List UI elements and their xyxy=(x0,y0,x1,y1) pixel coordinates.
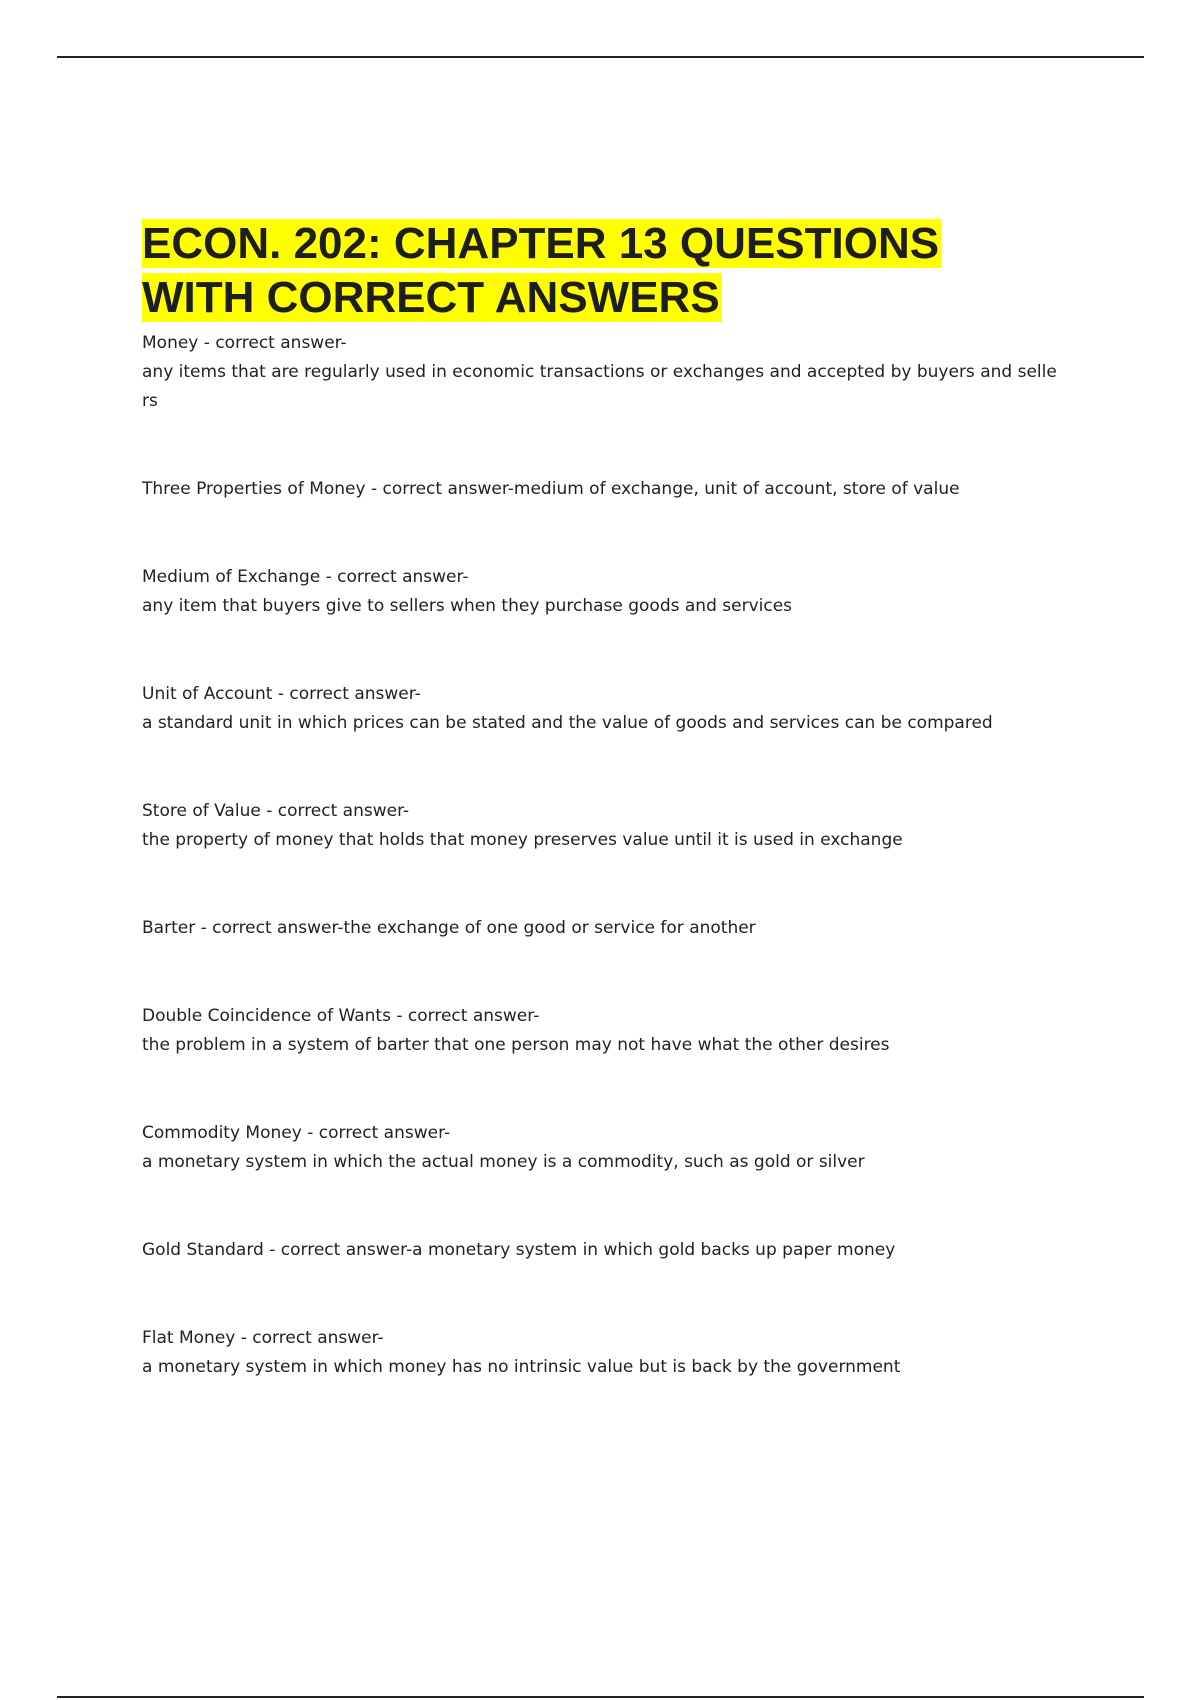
entry-definition: any item that buyers give to sellers when they purchase goods and services xyxy=(142,596,793,616)
qa-entry-commodity-money xyxy=(142,1119,1062,1177)
bottom-rule xyxy=(57,1696,1144,1698)
entry-term: Money xyxy=(142,333,199,353)
entry-definition: a monetary system in which gold backs up paper money xyxy=(412,1240,896,1260)
qa-entry-double-coincidence xyxy=(142,1002,1062,1060)
entry-term: Barter xyxy=(142,918,196,938)
entry-definition: a monetary system in which money has no intrinsic value but is back by the government xyxy=(142,1357,901,1377)
entry-definition: the problem in a system of barter that one person may not have what the other desires xyxy=(142,1035,890,1055)
entry-definition: a monetary system in which the actual money is a commodity, such as gold or silver xyxy=(142,1152,865,1172)
entry-separator: - correct answer- xyxy=(263,1240,413,1260)
qa-entry-medium-of-exchange xyxy=(142,563,1062,621)
qa-entry-three-properties xyxy=(142,475,1062,504)
qa-entry-barter xyxy=(142,914,1062,943)
entry-separator: - correct answer- xyxy=(272,684,421,704)
entry-term: Store of Value xyxy=(142,801,261,821)
entry-definition: a standard unit in which prices can be stated and the value of goods and services can be compared xyxy=(142,713,993,733)
entry-term: Gold Standard xyxy=(142,1240,264,1260)
entry-definition: the exchange of one good or service for another xyxy=(343,918,756,938)
entry-separator: - correct answer- xyxy=(320,567,469,587)
entry-term: Three Properties of Money xyxy=(142,479,366,499)
entry-definition: any items that are regularly used in economic transactions or exchanges and accepted by buyers and sellers xyxy=(142,362,1057,411)
entry-definition: medium of exchange, unit of account, store of value xyxy=(513,479,960,499)
qa-entry-unit-of-account xyxy=(142,680,1062,738)
entry-separator: - correct answer- xyxy=(195,918,344,938)
entry-term: Commodity Money xyxy=(142,1123,302,1143)
entry-separator: - correct answer- xyxy=(365,479,514,499)
entry-separator: - correct answer- xyxy=(390,1006,540,1026)
entry-definition: the property of money that holds that money preserves value until it is used in exchange xyxy=(142,830,903,850)
title-highlight: ECON. 202: CHAPTER 13 QUESTIONS WITH CORRECT ANSWERS xyxy=(142,219,940,322)
entry-term: Unit of Account xyxy=(142,684,273,704)
document-body xyxy=(142,217,1062,1441)
document-title xyxy=(142,217,1062,325)
entry-term: Medium of Exchange xyxy=(142,567,321,587)
entry-separator: - correct answer- xyxy=(235,1328,384,1348)
entry-term: Double Coincidence of Wants xyxy=(142,1006,391,1026)
top-rule xyxy=(57,56,1144,58)
qa-list xyxy=(142,329,1062,1382)
qa-entry-flat-money xyxy=(142,1324,1062,1382)
entry-term: Flat Money xyxy=(142,1328,236,1348)
entry-separator: - correct answer- xyxy=(260,801,410,821)
qa-entry-gold-standard xyxy=(142,1236,1062,1265)
qa-entry-store-of-value xyxy=(142,797,1062,855)
entry-separator: - correct answer- xyxy=(198,333,347,353)
qa-entry-money xyxy=(142,329,1062,416)
entry-separator: - correct answer- xyxy=(301,1123,451,1143)
